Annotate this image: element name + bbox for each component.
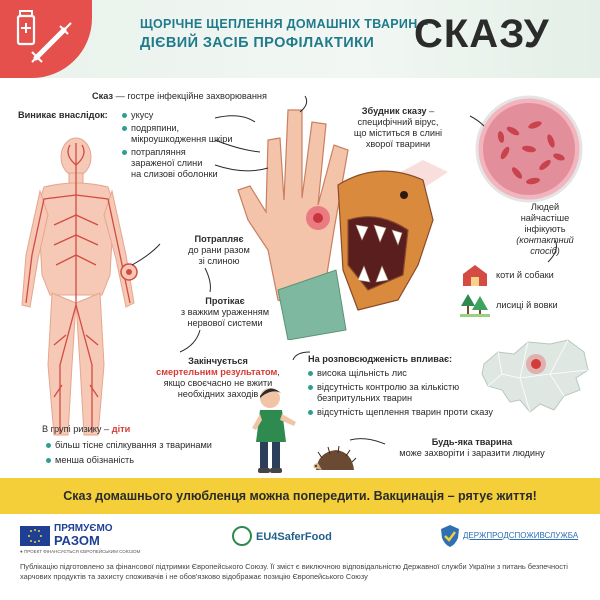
cause-item: потрапляння xyxy=(122,147,232,158)
eu4saferfood-logo: EU4SaferFood xyxy=(256,531,332,543)
spread-item-cont: безпритульних тварин xyxy=(317,393,413,403)
footer-disclaimer: Публікацію підготовлено за фінансової підтримки Європейського Союзу. Її зміст є виключною відповідальністю Державної служби України з питань безпечності харчових продуктів та захисту споживачів і не обов'язково відображає позицію Європейського Союзу xyxy=(20,562,568,581)
banner-text: Сказ домашнього улюбленця можна попередити. Вакцинація – рятує життя! xyxy=(63,489,537,503)
title-line-2: ДІЄВИЙ ЗАСІБ ПРОФІЛАКТИКИ xyxy=(140,35,375,51)
any-animal-block: Будь-яка тварина може захворіти і заразити людину xyxy=(399,437,545,458)
spread-item: висока щільність лис xyxy=(308,368,493,379)
eu-funding-note: ● ПРОЕКТ ФІНАНСУЄТЬСЯ ЄВРОПЕЙСЬКИМ СОЮЗОМ xyxy=(20,549,141,554)
eu-flag-icon xyxy=(20,526,50,546)
spread-item: відсутність щеплення тварин проти сказу xyxy=(308,407,493,418)
step-ends: Закінчується смертельним результатом, якщо своєчасно не вжити необхідних заходів xyxy=(156,356,280,399)
cause-item-cont: на слизові оболонки xyxy=(131,169,218,179)
hedgehog-illustration xyxy=(312,446,356,476)
pathogen-block: Збудник сказу – специфічний вірус, що міститься в слині хворої тварини xyxy=(353,106,443,149)
cause-item: укусу xyxy=(122,110,232,121)
dps-logo: ДЕРЖПРОДСПОЖИВСЛУЖБА xyxy=(463,531,579,540)
risk-item: менша обізнаність xyxy=(46,455,212,466)
risk-list xyxy=(46,440,212,466)
cause-item-cont: зараженої слини xyxy=(131,158,203,168)
spread-title: На розповсюдженість впливає: xyxy=(308,354,453,364)
step-progresses: Протікає з важким ураженням нервової системи xyxy=(180,296,270,328)
eu-program-logo: ПРЯМУЄМО РАЗОМ xyxy=(54,523,113,548)
cause-item: подряпини, xyxy=(122,123,232,134)
title-big-word: СКАЗУ xyxy=(414,12,550,56)
shield-check-icon xyxy=(440,524,460,548)
child-illustration xyxy=(246,384,302,476)
step-enters: Потрапляє до рани разом зі слиною xyxy=(188,234,250,266)
causes-label: Виникає внаслідок: xyxy=(18,110,108,120)
pair-foxes-wolves: лисиці й вовки xyxy=(496,300,558,310)
cause-item-cont: мікроушкодження шкіри xyxy=(131,134,233,144)
eu4saferfood-emblem-icon xyxy=(232,526,252,546)
intro-text: Сказ — гостре інфекційне захворювання xyxy=(92,91,267,101)
title-line-1: ЩОРІЧНЕ ЩЕПЛЕННЯ ДОМАШНІХ ТВАРИН – xyxy=(140,17,429,31)
pair-cats-dogs: коти й собаки xyxy=(496,270,554,280)
spread-list xyxy=(308,368,493,418)
spread-item: відсутність контролю за кількістю xyxy=(308,382,493,393)
risk-label: В групі ризику – діти xyxy=(42,424,131,434)
people-infected-block: Людей найчастіше інфікують (контактний спосіб) xyxy=(516,202,574,256)
ukraine-map-illustration xyxy=(480,334,592,416)
risk-item: більш тісне спілкування з тваринами xyxy=(46,440,212,451)
